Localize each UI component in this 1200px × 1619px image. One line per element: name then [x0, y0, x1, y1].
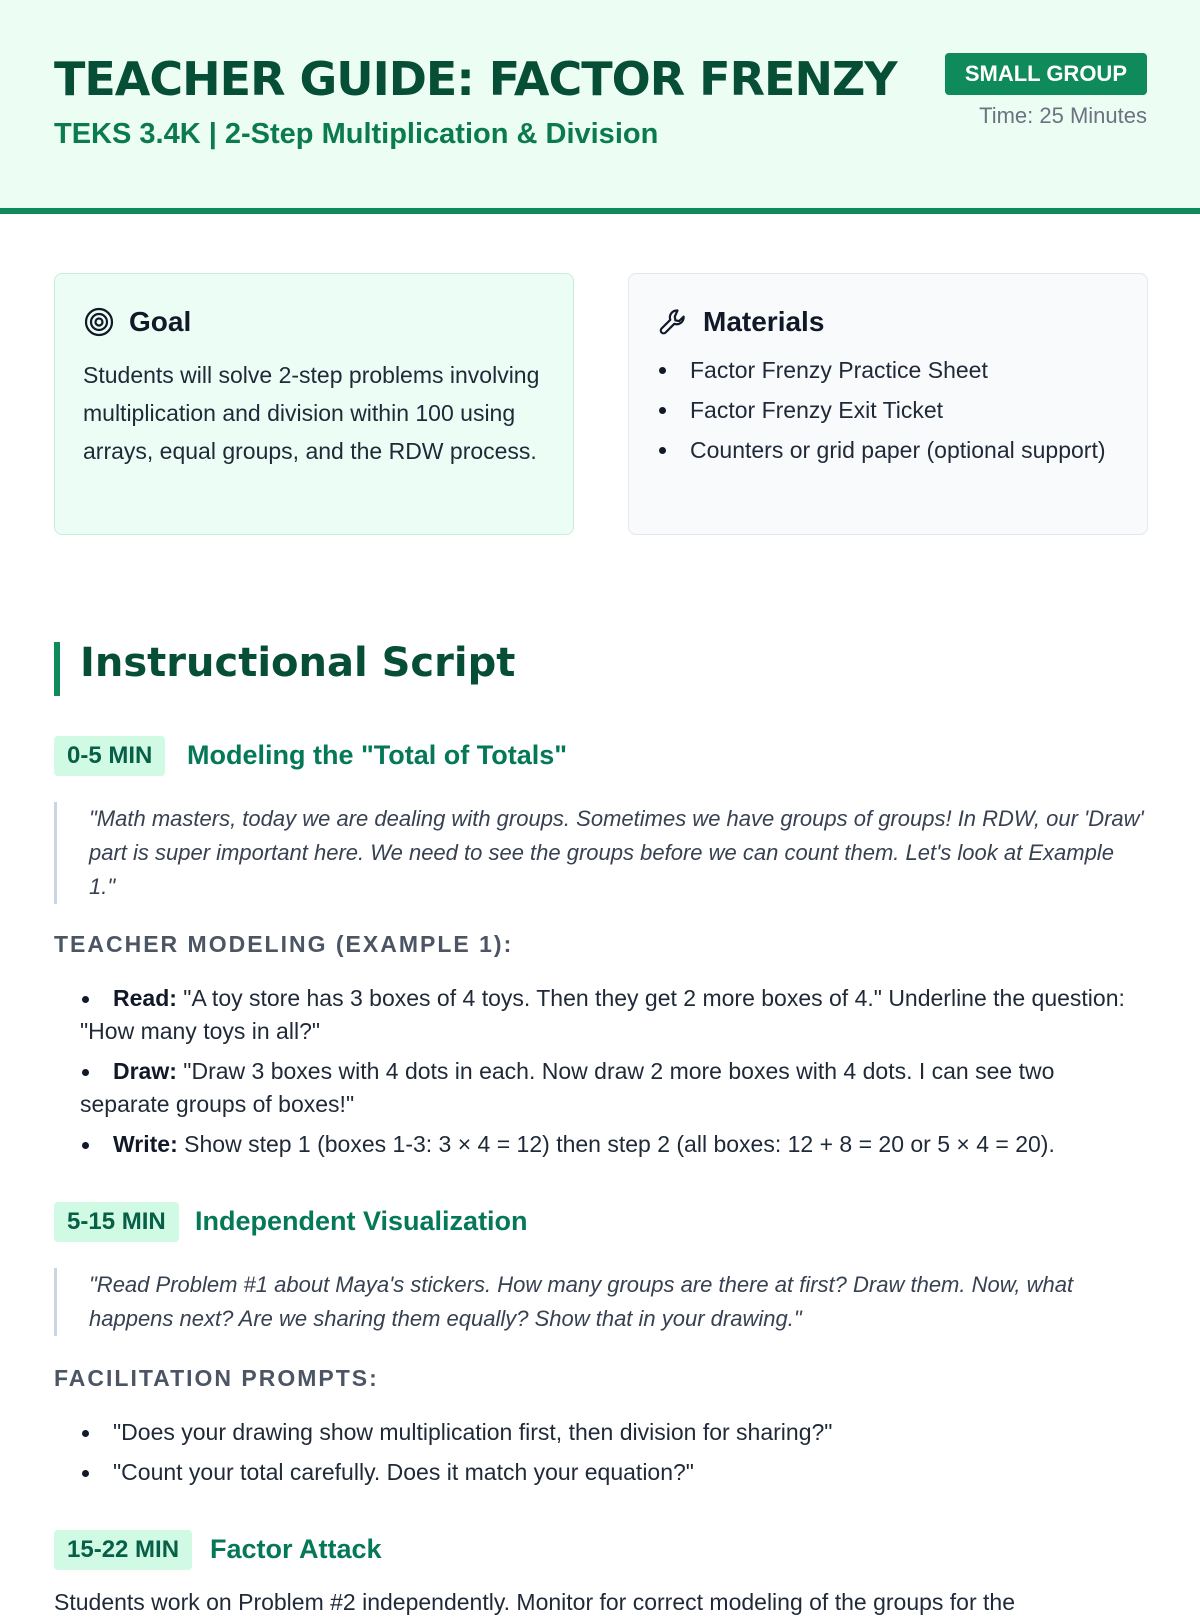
list-item: "Count your total carefully. Does it match your equation?": [80, 1456, 1146, 1489]
phase-title: Modeling the "Total of Totals": [187, 740, 568, 770]
modeling-steps: [80, 982, 1146, 1168]
materials-card: [628, 273, 1148, 535]
phase-title: Independent Visualization: [195, 1206, 528, 1236]
section-accent-bar: [54, 642, 60, 696]
wrench-icon: [657, 306, 689, 338]
materials-item: Factor Frenzy Practice Sheet: [657, 354, 1117, 386]
page-title: TEACHER GUIDE: FACTOR FRENZY: [54, 52, 897, 106]
page-subtitle: TEKS 3.4K | 2-Step Multiplication & Division: [54, 118, 659, 150]
materials-list: [657, 354, 1117, 474]
list-item: "Does your drawing show multiplication first, then division for sharing?": [80, 1416, 1146, 1449]
step-term: Read:: [113, 985, 177, 1011]
materials-item: Factor Frenzy Exit Ticket: [657, 394, 1117, 426]
list-item: [80, 1055, 1146, 1121]
materials-card-header: [657, 302, 824, 342]
section-label: FACILITATION PROMPTS:: [54, 1365, 379, 1391]
list-item: [80, 982, 1146, 1048]
phase-description: Students work on Problem #2 independently. Monitor for correct modeling of the groups for the: [54, 1589, 1015, 1615]
phase-time-tag: 5-15 MIN: [54, 1202, 179, 1242]
materials-item: Counters or grid paper (optional support): [657, 434, 1117, 466]
list-item: [80, 1128, 1146, 1161]
script-quote: "Math masters, today we are dealing with groups. Sometimes we have groups of groups! In RDW, our 'Draw' part is super important here. We need to see the groups before we can count them. Let's look at Example 1.": [54, 802, 1144, 904]
step-term: Write:: [113, 1131, 178, 1157]
group-badge: SMALL GROUP: [945, 53, 1147, 95]
materials-title: Materials: [703, 306, 825, 337]
goal-card: [54, 273, 574, 535]
script-quote: "Read Problem #1 about Maya's stickers. How many groups are there at first? Draw them. Now, what happens next? Are we sharing them equally? Show that in your drawing.": [54, 1268, 1144, 1336]
phase-title: Factor Attack: [210, 1534, 382, 1564]
facilitation-prompts: [80, 1416, 1146, 1496]
goal-title: Goal: [129, 306, 192, 337]
goal-text: Students will solve 2-step problems involving multiplication and division within 100 using arrays, equal groups, and the RDW process.: [83, 362, 540, 464]
goal-card-header: [83, 302, 191, 342]
target-icon: [83, 306, 115, 338]
section-label: TEACHER MODELING (EXAMPLE 1):: [54, 931, 514, 957]
page-header: [0, 0, 1200, 214]
step-text: Show step 1 (boxes 1-3: 3 × 4 = 12) then step 2 (all boxes: 12 + 8 = 20 or 5 × 4 = 20).: [177, 1131, 1055, 1157]
step-text: "A toy store has 3 boxes of 4 toys. Then they get 2 more boxes of 4." Underline the question: "How many toys in all?": [80, 985, 1125, 1044]
step-term: Draw:: [113, 1058, 177, 1084]
section-title: Instructional Script: [80, 640, 516, 686]
phase-time-tag: 15-22 MIN: [54, 1530, 192, 1570]
phase-time-tag: 0-5 MIN: [54, 736, 165, 776]
step-text: "Draw 3 boxes with 4 dots in each. Now draw 2 more boxes with 4 dots. I can see two separate groups of boxes!": [80, 1058, 1055, 1117]
time-label: Time: 25 Minutes: [979, 103, 1147, 128]
